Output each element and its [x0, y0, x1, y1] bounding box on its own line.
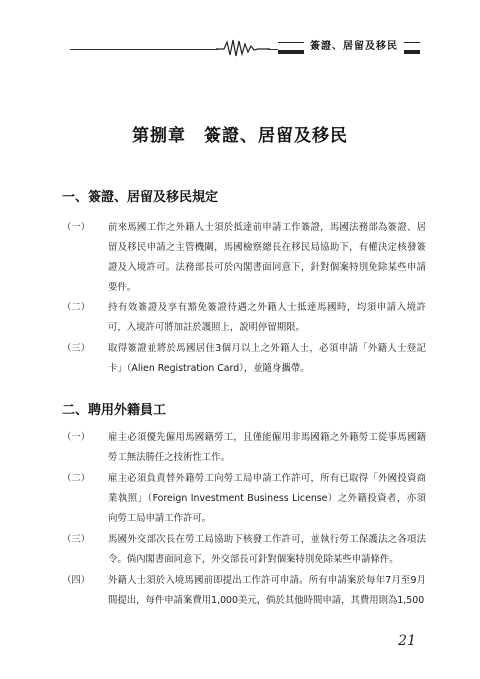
section-heading-1: 一、簽證、居留及移民規定 [62, 190, 219, 205]
item-number: （一） [62, 222, 91, 233]
item-text: 雇主必須優先僱用馬國籍勞工，且僅能僱用非馬國籍之外籍勞工從事馬國籍勞工無法勝任之技術性工作。 [108, 432, 426, 463]
list-item [62, 339, 426, 379]
item-text: 外籍人士須於入境馬國前即提出工作許可申請。所有申請案於每年7月至9月間提出，每件申請案費用1,000美元，倘於其他時間申請，其費用則為1,500 [108, 575, 426, 606]
item-number: （二） [62, 473, 91, 484]
list-item [62, 218, 426, 298]
item-text: 馬國外交部次長在勞工局協助下核發工作許可，並執行勞工保護法之各項法令。倘內閣書面同意下，外交部長可針對個案特別免除某些申請條件。 [108, 534, 426, 565]
item-text: 前來馬國工作之外籍人士須於抵達前申請工作簽證，馬國法務部為簽證、居留及移民申請之主管機關，馬國檢察總長在移民局協助下，有權決定核發簽證及入境許可。法務部長可於內閣書面同意下，針對個案特別免除某些申請要件。 [108, 222, 426, 293]
running-header [70, 36, 420, 58]
item-number: （三） [62, 534, 91, 545]
item-text: 雇主必須負責替外籍勞工向勞工局申請工作許可，所有已取得「外國投資商業執照」（Foreign Investment Business License）之外籍投資者，亦須向勞工局申請工作許可。 [108, 473, 426, 524]
item-text: 取得簽證並將於馬國居住3個月以上之外籍人士，必須申請「外籍人士登記卡」（Alien Registration Card），並隨身攜帶。 [108, 343, 426, 374]
header-rule-left [70, 49, 218, 50]
item-number: （三） [62, 343, 91, 354]
chapter-title: 第捌章 簽證、居留及移民 [132, 126, 348, 146]
list-item [62, 298, 426, 338]
item-number: （二） [62, 302, 91, 313]
list-item [62, 571, 426, 611]
list-item [62, 530, 426, 570]
item-number: （四） [62, 575, 91, 586]
section-heading-2: 二、聘用外籍員工 [62, 403, 167, 418]
item-number: （一） [62, 432, 91, 443]
header-section-label: 簽證、居留及移民 [304, 38, 404, 56]
page-number: 21 [398, 633, 416, 649]
list-item [62, 469, 426, 529]
heartbeat-line-icon [216, 38, 270, 58]
list-item [62, 428, 426, 468]
item-text: 持有效簽證及享有豁免簽證待遇之外籍人士抵達馬國時，均須申請入境許可，入境許可將加註於護照上，說明停留期限。 [108, 302, 426, 333]
header-rule-mid [268, 49, 278, 50]
